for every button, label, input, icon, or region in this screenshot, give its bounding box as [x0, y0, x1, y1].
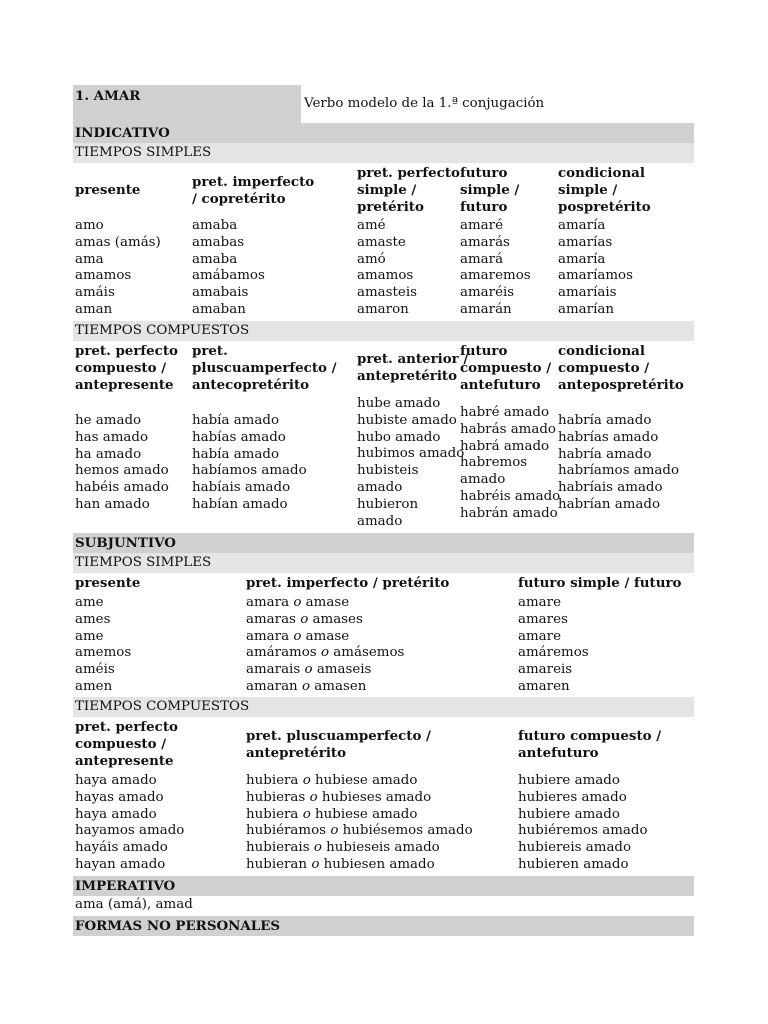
header-condicional-simple: condicional simple / pospretérito	[558, 165, 651, 215]
header-pret-perfecto-simple: pret. perfecto simple / pretérito	[357, 165, 460, 215]
header-subj-presente: presente	[75, 575, 141, 591]
col-presente: amo amas (amás) ama amamos amáis aman	[75, 218, 161, 317]
col-pret-perfecto-simple: amé amaste amó amamos amasteis amaron	[357, 218, 417, 317]
subsection-label: TIEMPOS SIMPLES	[75, 145, 212, 160]
title-cell	[73, 85, 301, 123]
section-formas-no-personales	[73, 916, 694, 936]
header-subj-futuro-compuesto: futuro compuesto / antefuturo	[518, 728, 662, 761]
header-pret-pluscuamperfecto: pret. pluscuamperfecto / antecopretérito	[192, 343, 337, 393]
header-pret-anterior: pret. anterior / antepretérito	[357, 351, 469, 384]
subsection-subjuntivo-compuestos	[73, 697, 694, 717]
section-subjuntivo	[73, 533, 694, 553]
col-subj-pret-pluscuamperfecto: hubiera o hubiese amado hubieras o hubieses amado hubiera o hubiese amado hubiéramos o hubiésemos amado hubierais o hubieseis amado hubieran o hubiesen amado	[246, 773, 473, 872]
col-subj-futuro-compuesto: hubiere amado hubieres amado hubiere amado hubiéremos amado hubiereis amado hubieren amado	[518, 773, 648, 872]
subsection-label: TIEMPOS COMPUESTOS	[75, 699, 250, 714]
col-pret-anterior: hube amado hubiste amado hubo amado hubimos amado hubisteis amado hubieron amado	[357, 396, 465, 529]
header-presente: presente	[75, 182, 141, 198]
subsection-label: TIEMPOS COMPUESTOS	[75, 323, 250, 338]
header-subj-pret-pluscuamperfecto: pret. pluscuamperfecto / antepretérito	[246, 728, 431, 761]
col-subj-pret-perfecto: haya amado hayas amado haya amado hayamos amado hayáis amado hayan amado	[75, 773, 185, 872]
section-imperativo	[73, 876, 694, 896]
subsection-indicativo-compuestos	[73, 321, 694, 341]
verb-title: 1. AMAR	[75, 88, 141, 104]
section-subjuntivo-label: SUBJUNTIVO	[75, 535, 176, 551]
header-futuro-simple: futuro simple / futuro	[460, 165, 520, 215]
header-subj-futuro-simple: futuro simple / futuro	[518, 575, 682, 591]
imperativo-forms: ama (amá), amad	[75, 897, 193, 912]
col-subj-futuro-simple: amare amares amare amáremos amareis amaren	[518, 595, 589, 694]
col-futuro-simple: amaré amarás amará amaremos amaréis amarán	[460, 218, 531, 317]
subsection-label: TIEMPOS SIMPLES	[75, 555, 212, 570]
col-condicional-compuesto: habría amado habrías amado habría amado habríamos amado habríais amado habrían amado	[558, 413, 680, 512]
col-pret-imperfecto: amaba amabas amaba amábamos amabais amaban	[192, 218, 265, 317]
subsection-indicativo-simples	[73, 143, 694, 163]
header-futuro-compuesto: futuro compuesto / antefuturo	[460, 343, 552, 393]
section-imperativo-label: IMPERATIVO	[75, 878, 176, 894]
section-indicativo-label: INDICATIVO	[75, 125, 170, 141]
section-formas-label: FORMAS NO PERSONALES	[75, 918, 281, 934]
col-futuro-compuesto: habré amado habrás amado habrá amado habremos amado habréis amado habrán amado	[460, 405, 561, 521]
header-condicional-compuesto: condicional compuesto / antepospretérito	[558, 343, 684, 393]
section-indicativo	[73, 123, 694, 143]
header-pret-perfecto-compuesto: pret. perfecto compuesto / antepresente	[75, 343, 178, 393]
header-subj-pret-perfecto: pret. perfecto compuesto / antepresente	[75, 719, 178, 769]
verb-subtitle: Verbo modelo de la 1.ª conjugación	[304, 96, 545, 111]
header-subj-pret-imperfecto: pret. imperfecto / pretérito	[246, 575, 450, 591]
subsection-subjuntivo-simples	[73, 553, 694, 573]
col-pret-pluscuamperfecto: había amado habías amado había amado habíamos amado habíais amado habían amado	[192, 413, 307, 512]
col-subj-presente: ame ames ame amemos améis amen	[75, 595, 132, 694]
header-pret-imperfecto: pret. imperfecto / copretérito	[192, 174, 315, 207]
col-condicional-simple: amaría amarías amaría amaríamos amaríais amarían	[558, 218, 633, 317]
col-subj-pret-imperfecto: amara o amase amaras o amases amara o amase amáramos o amásemos amarais o amaseis amaran o amasen	[246, 595, 405, 694]
col-pret-perfecto-compuesto: he amado has amado ha amado hemos amado habéis amado han amado	[75, 413, 169, 512]
